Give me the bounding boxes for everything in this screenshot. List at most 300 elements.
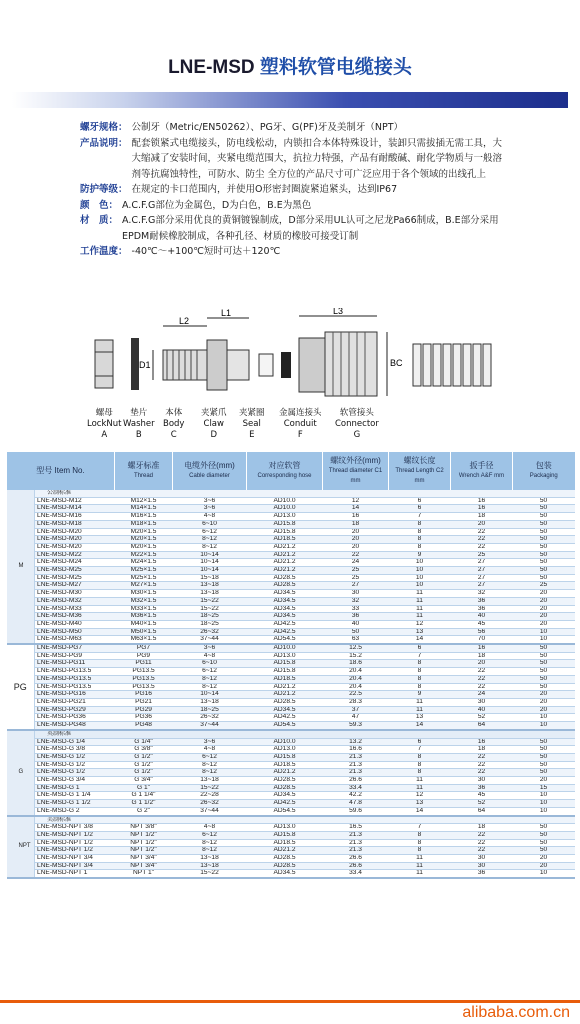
- table-cell: 8: [389, 543, 451, 551]
- section-label: 公制标准: [35, 490, 575, 497]
- table-cell: 14: [389, 636, 451, 644]
- washer-shape: [131, 338, 139, 390]
- table-cell: 8: [389, 660, 451, 668]
- column-header-en: Thread Length C2 mm: [395, 468, 444, 484]
- table-cell: 10~14: [173, 567, 247, 575]
- table-row: [7, 746, 575, 754]
- table-cell: 50: [513, 505, 575, 513]
- table-cell: 10~14: [173, 551, 247, 559]
- dim-l3: L3: [333, 308, 344, 316]
- table-cell: 63: [323, 636, 389, 644]
- table-cell: 26.6: [323, 777, 389, 785]
- table-cell: 12: [389, 620, 451, 628]
- table-cell: 50: [513, 551, 575, 559]
- table-cell: 16: [451, 505, 513, 513]
- table-cell: 3~6: [173, 505, 247, 513]
- table-cell: 21.3: [323, 839, 389, 847]
- table-cell: 15~22: [173, 784, 247, 792]
- table-cell: 50: [323, 628, 389, 636]
- table-cell: 22: [451, 675, 513, 683]
- table-cell: 8~12: [173, 683, 247, 691]
- table-cell: 33.4: [323, 870, 389, 878]
- part-en: Conduit: [283, 419, 317, 429]
- table-row: [7, 855, 575, 863]
- table-cell: 30: [451, 855, 513, 863]
- spec-text: 在规定的卡口范围内，并使用O形密封圈旋紧追紧头，达到IP67: [131, 184, 398, 195]
- table-cell: 4~8: [173, 652, 247, 660]
- table-cell: 13~18: [173, 777, 247, 785]
- table-cell: LNE-MSD-M50: [35, 628, 115, 636]
- table-cell: 6: [389, 738, 451, 746]
- table-cell: LNE-MSD-PG11: [35, 660, 115, 668]
- table-cell: 15~22: [173, 597, 247, 605]
- spec-list: [80, 120, 510, 260]
- table-cell: M63×1.5: [115, 636, 173, 644]
- table-cell: AD42.5: [247, 800, 323, 808]
- table-cell: 70: [451, 636, 513, 644]
- footer-brand[interactable]: alibaba.com.cn: [462, 1004, 570, 1021]
- table-cell: LNE-MSD-PG21: [35, 698, 115, 706]
- table-row: [7, 683, 575, 691]
- table-cell: 22: [451, 683, 513, 691]
- column-header-en: Corresponding hose: [257, 473, 312, 479]
- table-cell: 42.2: [323, 792, 389, 800]
- table-cell: 22: [451, 543, 513, 551]
- column-header: [323, 452, 389, 490]
- table-cell: PG16: [115, 691, 173, 699]
- table-cell: 40: [451, 706, 513, 714]
- table-cell: 32: [451, 590, 513, 598]
- table-cell: 52: [451, 800, 513, 808]
- part-letter: G: [353, 430, 361, 440]
- table-cell: 50: [513, 824, 575, 832]
- table-cell: 27: [451, 567, 513, 575]
- table-cell: PG29: [115, 706, 173, 714]
- table-cell: M40×1.5: [115, 620, 173, 628]
- table-cell: LNE-MSD-G 1 1/2: [35, 800, 115, 808]
- table-row: [7, 528, 575, 536]
- table-cell: 20: [513, 855, 575, 863]
- table-row: [7, 567, 575, 575]
- table-cell: AD15.8: [247, 528, 323, 536]
- table-cell: G 1/2": [115, 769, 173, 777]
- table-row: [7, 551, 575, 559]
- table-cell: 8: [389, 520, 451, 528]
- table-cell: 13~18: [173, 862, 247, 870]
- table-cell: AD18.5: [247, 536, 323, 544]
- part-letter: B: [135, 430, 142, 440]
- part-en: LockNut: [87, 419, 122, 429]
- table-cell: 12.5: [323, 644, 389, 652]
- table-cell: 56: [451, 628, 513, 636]
- table-cell: 50: [513, 574, 575, 582]
- table-cell: M20×1.5: [115, 528, 173, 536]
- table-cell: 50: [513, 543, 575, 551]
- table-cell: 9: [389, 551, 451, 559]
- title-model: LNE-MSD: [168, 57, 255, 78]
- table-cell: 10: [513, 636, 575, 644]
- table-row: [7, 582, 575, 590]
- table-cell: AD28.5: [247, 574, 323, 582]
- table-cell: AD10.0: [247, 497, 323, 505]
- table-cell: LNE-MSD-M18: [35, 520, 115, 528]
- spec-label: 产品说明：: [80, 137, 128, 149]
- table-cell: LNE-MSD-M24: [35, 559, 115, 567]
- table-cell: 6~12: [173, 528, 247, 536]
- table-cell: 50: [513, 847, 575, 855]
- table-cell: 22.5: [323, 691, 389, 699]
- spec-label: 防护等级：: [80, 184, 128, 195]
- table-cell: 40: [451, 613, 513, 621]
- table-cell: LNE-MSD-G 1/4: [35, 738, 115, 746]
- table-cell: G 1/4": [115, 738, 173, 746]
- table-cell: PG9: [115, 652, 173, 660]
- table-cell: 18: [451, 824, 513, 832]
- table-row: [7, 620, 575, 628]
- part-label: [123, 408, 155, 441]
- table-cell: AD34.5: [247, 597, 323, 605]
- table-cell: 15~22: [173, 870, 247, 878]
- table-cell: AD21.2: [247, 847, 323, 855]
- table-row: [7, 628, 575, 636]
- table-cell: 24: [451, 691, 513, 699]
- table-cell: AD13.0: [247, 824, 323, 832]
- table-cell: 18: [451, 652, 513, 660]
- table-cell: LNE-MSD-NPT 3/4: [35, 855, 115, 863]
- table-cell: 13~18: [173, 590, 247, 598]
- table-cell: 26.6: [323, 862, 389, 870]
- table-cell: 20.4: [323, 675, 389, 683]
- table-cell: 27: [323, 582, 389, 590]
- table-cell: 10: [389, 567, 451, 575]
- table-row: [7, 753, 575, 761]
- table-cell: 4~8: [173, 513, 247, 521]
- table-row: [7, 652, 575, 660]
- table-cell: LNE-MSD-G 3/8: [35, 746, 115, 754]
- table-cell: M25×1.5: [115, 574, 173, 582]
- table-cell: AD18.5: [247, 675, 323, 683]
- spec-row: [80, 198, 510, 214]
- table-cell: 6~12: [173, 753, 247, 761]
- table-cell: NPT 3/4": [115, 855, 173, 863]
- table-cell: 11: [389, 613, 451, 621]
- table-cell: 40: [323, 620, 389, 628]
- table-row: [7, 839, 575, 847]
- table-cell: LNE-MSD-NPT 1/2: [35, 847, 115, 855]
- table-cell: 20.4: [323, 683, 389, 691]
- part-cn: 垫片: [130, 408, 148, 418]
- table-cell: 27: [451, 582, 513, 590]
- table-cell: 50: [513, 559, 575, 567]
- part-label: [279, 408, 322, 441]
- table-cell: 8: [389, 769, 451, 777]
- table-cell: 6~10: [173, 520, 247, 528]
- table-cell: 6: [389, 497, 451, 505]
- table-cell: AD15.8: [247, 660, 323, 668]
- part-label: [335, 408, 379, 441]
- table-cell: 13~18: [173, 855, 247, 863]
- table-cell: PG7: [115, 644, 173, 652]
- table-row: [7, 761, 575, 769]
- table-cell: 15~22: [173, 605, 247, 613]
- part-label: [163, 408, 184, 441]
- table-cell: 10: [513, 800, 575, 808]
- table-cell: 45: [451, 620, 513, 628]
- table-cell: 32: [323, 597, 389, 605]
- table-cell: 50: [513, 652, 575, 660]
- table-cell: 20: [513, 613, 575, 621]
- table-cell: AD34.5: [247, 792, 323, 800]
- table-row: [7, 660, 575, 668]
- table-cell: 22: [323, 551, 389, 559]
- table-cell: G 2": [115, 807, 173, 815]
- column-header-cn: 螺纹外径(mm): [330, 456, 381, 465]
- column-header-en: Thread diameter C1 mm: [328, 468, 383, 484]
- table-cell: 50: [513, 675, 575, 683]
- table-cell: AD15.8: [247, 753, 323, 761]
- table-cell: 27: [451, 559, 513, 567]
- table-cell: LNE-MSD-G 2: [35, 807, 115, 815]
- spec-row: [80, 120, 510, 136]
- spec-row: [80, 244, 510, 260]
- table-cell: 20: [451, 660, 513, 668]
- table-cell: 3~6: [173, 738, 247, 746]
- part-cn: 螺母: [95, 408, 113, 418]
- table-row: [7, 698, 575, 706]
- part-en: Connector: [335, 419, 379, 429]
- table-cell: 16.5: [323, 824, 389, 832]
- table-cell: 22: [451, 839, 513, 847]
- table-cell: LNE-MSD-NPT 3/8: [35, 824, 115, 832]
- table-cell: 20: [323, 543, 389, 551]
- column-header-en: Packaging: [529, 473, 558, 479]
- spec-label: 材 质：: [80, 215, 119, 226]
- table-cell: 20: [513, 691, 575, 699]
- table-cell: AD42.5: [247, 628, 323, 636]
- table-cell: 64: [451, 807, 513, 815]
- table-cell: NPT 3/4": [115, 862, 173, 870]
- table-cell: 24: [323, 559, 389, 567]
- table-cell: 25: [513, 582, 575, 590]
- table-cell: 18: [451, 513, 513, 521]
- locknut-shape: [95, 340, 113, 388]
- part-cn: 金属连接头: [279, 408, 322, 418]
- hose-shape: [413, 344, 491, 386]
- table-cell: 45: [451, 792, 513, 800]
- table-row: [7, 613, 575, 621]
- table-cell: 8: [389, 831, 451, 839]
- table-cell: M18×1.5: [115, 520, 173, 528]
- column-header-en: Thread: [134, 473, 154, 479]
- table-cell: 50: [513, 644, 575, 652]
- table-cell: M36×1.5: [115, 613, 173, 621]
- table-row: [7, 505, 575, 513]
- table-row: [7, 675, 575, 683]
- part-cn: 夹紧圈: [239, 408, 265, 418]
- table-cell: 33: [323, 605, 389, 613]
- table-cell: AD34.5: [247, 870, 323, 878]
- table-cell: M25×1.5: [115, 567, 173, 575]
- table-cell: 20: [451, 520, 513, 528]
- table-cell: 50: [513, 683, 575, 691]
- table-cell: 6: [389, 644, 451, 652]
- table-cell: 10: [513, 714, 575, 722]
- table-cell: M16×1.5: [115, 513, 173, 521]
- table-cell: PG13.5: [115, 668, 173, 676]
- group-label: G: [7, 730, 35, 816]
- connector-shape: [299, 332, 377, 396]
- table-cell: 50: [513, 660, 575, 668]
- table-row: [7, 800, 575, 808]
- table-cell: 10: [389, 582, 451, 590]
- group-label: PG: [7, 644, 35, 730]
- seal-shape: [281, 352, 291, 378]
- table-cell: 50: [513, 839, 575, 847]
- table-row: [7, 590, 575, 598]
- body-shape: [163, 340, 249, 390]
- table-row: [7, 644, 575, 652]
- table-cell: 25: [323, 574, 389, 582]
- table-cell: 13.2: [323, 738, 389, 746]
- table-cell: AD54.5: [247, 636, 323, 644]
- table-cell: G 1/2": [115, 761, 173, 769]
- table-cell: LNE-MSD-G 1: [35, 784, 115, 792]
- column-header: [513, 452, 575, 490]
- table-cell: 27: [451, 574, 513, 582]
- dim-l1: L1: [221, 308, 232, 318]
- section-label: 英制标准: [35, 730, 575, 738]
- table-cell: 22: [451, 528, 513, 536]
- table-row: [7, 536, 575, 544]
- table-cell: AD10.0: [247, 644, 323, 652]
- part-en: Seal: [242, 419, 261, 429]
- table-cell: 13: [389, 800, 451, 808]
- table-cell: 8: [389, 847, 451, 855]
- table-cell: AD34.5: [247, 605, 323, 613]
- part-cn: 软管接头: [339, 408, 374, 418]
- table-cell: 11: [389, 590, 451, 598]
- table-cell: 28.3: [323, 698, 389, 706]
- table-cell: 20: [513, 698, 575, 706]
- table-cell: M22×1.5: [115, 551, 173, 559]
- group-label: M: [7, 490, 35, 644]
- table-cell: M14×1.5: [115, 505, 173, 513]
- table-cell: 50: [513, 536, 575, 544]
- table-cell: 50: [513, 761, 575, 769]
- table-cell: 18: [323, 520, 389, 528]
- table-cell: LNE-MSD-M20: [35, 536, 115, 544]
- table-cell: 50: [513, 831, 575, 839]
- table-cell: 10~14: [173, 691, 247, 699]
- table-cell: LNE-MSD-NPT 1: [35, 870, 115, 878]
- table-cell: M20×1.5: [115, 543, 173, 551]
- table-row: [7, 574, 575, 582]
- part-letter: F: [297, 430, 303, 440]
- table-cell: AD21.2: [247, 551, 323, 559]
- table-cell: AD28.5: [247, 698, 323, 706]
- table-cell: 13~18: [173, 698, 247, 706]
- table-cell: 12: [389, 792, 451, 800]
- table-cell: LNE-MSD-PG13.5: [35, 675, 115, 683]
- table-cell: AD10.0: [247, 505, 323, 513]
- table-cell: 16: [451, 497, 513, 505]
- table-cell: AD21.2: [247, 691, 323, 699]
- table-row: [7, 706, 575, 714]
- table-cell: PG48: [115, 722, 173, 730]
- table-cell: AD54.5: [247, 807, 323, 815]
- table-cell: LNE-MSD-NPT 3/4: [35, 862, 115, 870]
- table-cell: AD15.8: [247, 831, 323, 839]
- table-cell: AD42.5: [247, 714, 323, 722]
- table-cell: 6: [389, 505, 451, 513]
- table-cell: 59.3: [323, 722, 389, 730]
- table-cell: 14: [389, 807, 451, 815]
- table-cell: AD18.5: [247, 839, 323, 847]
- table-cell: 59.6: [323, 807, 389, 815]
- table-cell: 8~12: [173, 675, 247, 683]
- spec-row: [80, 182, 510, 198]
- table-cell: 20: [323, 536, 389, 544]
- table-cell: M20×1.5: [115, 536, 173, 544]
- part-en: Claw: [203, 419, 224, 429]
- diagram-drawing: [83, 308, 503, 408]
- table-cell: 30: [451, 698, 513, 706]
- table-cell: 11: [389, 597, 451, 605]
- table-cell: 11: [389, 784, 451, 792]
- spec-text: A.C.F.G部位为金属色，D为白色，B.E为黑色: [122, 199, 312, 211]
- table-row: [7, 784, 575, 792]
- table-cell: 16: [323, 513, 389, 521]
- table-cell: 22: [451, 769, 513, 777]
- table-cell: 30: [451, 777, 513, 785]
- table-cell: 50: [513, 513, 575, 521]
- table-row: [7, 792, 575, 800]
- spec-text: A.C.F.G部分采用优良的黄铜镀镍制成，D部分采用UL认可之尼龙Pa66制成，B.E部分采用EPDM耐候橡胶制成，各种孔径、材质的橡胶可接受订制: [122, 215, 499, 242]
- table-cell: 3~6: [173, 644, 247, 652]
- table-cell: 22: [451, 761, 513, 769]
- table-cell: 15: [513, 784, 575, 792]
- table-cell: 14: [389, 722, 451, 730]
- table-cell: NPT 3/8": [115, 824, 173, 832]
- table-cell: AD21.2: [247, 543, 323, 551]
- column-header: [173, 452, 247, 490]
- table-cell: 16: [451, 738, 513, 746]
- table-cell: 8~12: [173, 839, 247, 847]
- table-cell: 15~18: [173, 574, 247, 582]
- table-cell: 18~25: [173, 620, 247, 628]
- table-row: [7, 513, 575, 521]
- table-cell: LNE-MSD-PG13.5: [35, 683, 115, 691]
- table-cell: 20: [323, 528, 389, 536]
- table-cell: LNE-MSD-PG13.5: [35, 668, 115, 676]
- table-cell: LNE-MSD-G 1 1/4: [35, 792, 115, 800]
- table-cell: AD21.2: [247, 769, 323, 777]
- table-cell: AD13.0: [247, 513, 323, 521]
- table-cell: 20: [513, 597, 575, 605]
- part-cn: 本体: [165, 408, 183, 418]
- table-cell: AD13.0: [247, 746, 323, 754]
- table-cell: LNE-MSD-M33: [35, 605, 115, 613]
- table-cell: M33×1.5: [115, 605, 173, 613]
- table-cell: G 1/2": [115, 753, 173, 761]
- table-cell: LNE-MSD-PG48: [35, 722, 115, 730]
- part-letter: C: [170, 430, 177, 440]
- table-cell: LNE-MSD-M20: [35, 528, 115, 536]
- part-label: [87, 408, 121, 441]
- table-cell: 21.3: [323, 847, 389, 855]
- part-en: Washer: [123, 419, 155, 429]
- column-header-cn: 螺牙标准: [127, 461, 160, 470]
